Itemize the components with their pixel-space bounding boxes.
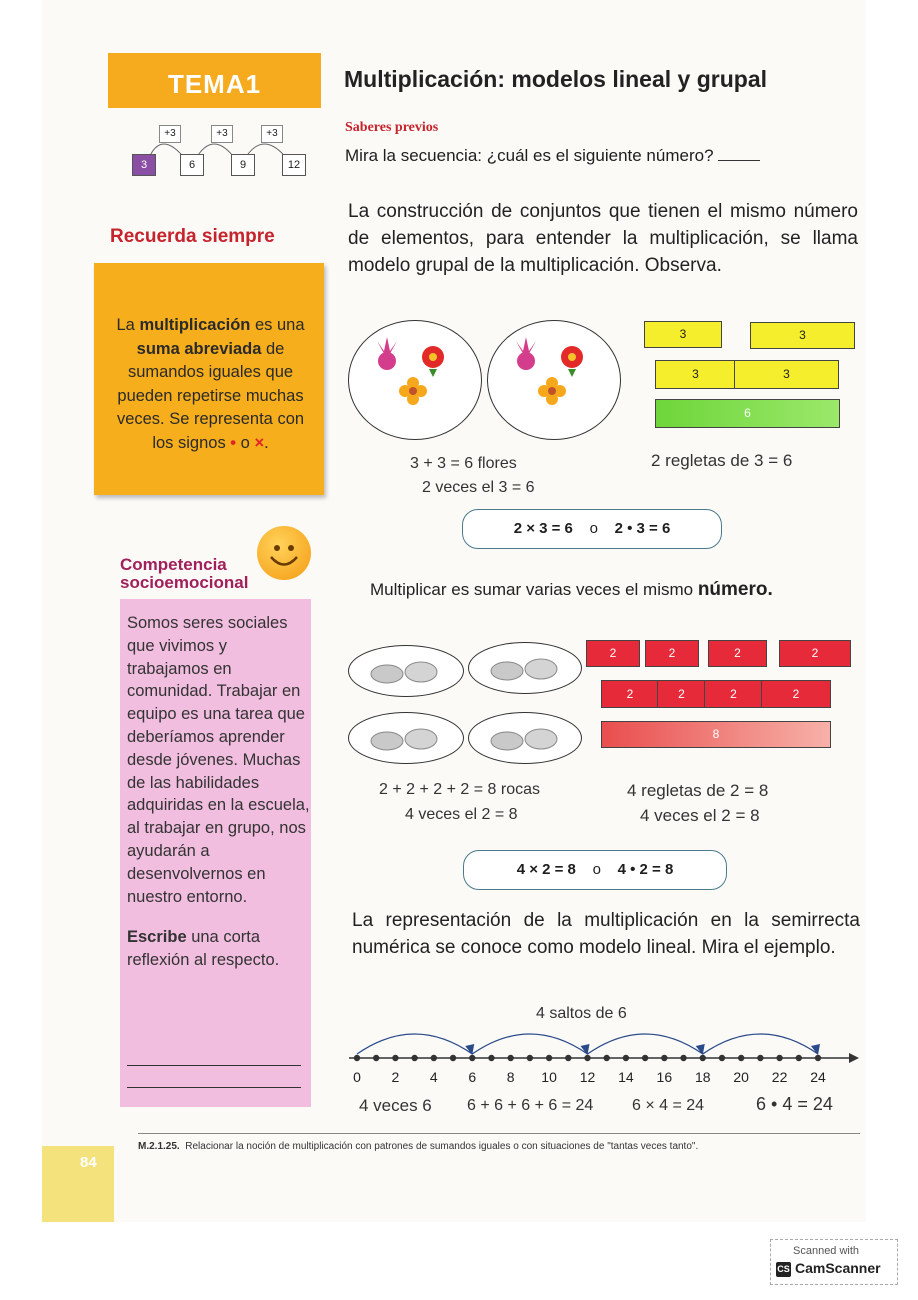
seq-step-3: +3: [261, 125, 283, 143]
regleta-3c: 3: [655, 360, 736, 389]
regleta-6: 6: [655, 399, 840, 428]
eq-dot: 6 • 4 = 24: [756, 1094, 833, 1114]
number-line-tick: [411, 1055, 417, 1061]
regleta-2c: 2: [708, 640, 767, 667]
sequence-question-text: Mira la secuencia: ¿cuál es el siguiente número?: [345, 146, 714, 165]
jump-arrow-icon: [811, 1044, 820, 1055]
number-line-label: 14: [618, 1069, 634, 1085]
competencia-body: Somos seres sociales que vivimos y trabajamos en comunidad. Trabajar en equipo es una tarea que deberíamos aprender desde jóvenes. Muchas de las habilidades adquiridas en la escuela, al trabajar en grupo, nos ayudarán a desenvolvernos en nuestro entorno.: [127, 614, 310, 906]
camscanner-line2: CamScanner: [795, 1260, 881, 1276]
rocks-icon: [349, 646, 463, 696]
number-line-tick: [450, 1055, 456, 1061]
number-line-label: 12: [579, 1069, 596, 1085]
rocks-icon: [469, 713, 581, 763]
number-line-tick: [584, 1055, 590, 1061]
jump-arc: [703, 1034, 818, 1054]
page-title: Multiplicación: modelos lineal y grupal: [344, 66, 768, 92]
regleta-3d: 3: [734, 360, 839, 389]
number-line-label: 4: [429, 1069, 438, 1085]
times-flowers: 2 veces el 3 = 6: [422, 479, 535, 496]
formula-pill-2: 4 × 2 = 8 o 4 • 2 = 8: [463, 850, 727, 890]
jump-arc: [472, 1034, 587, 1054]
number-line-tick: [488, 1055, 494, 1061]
number-line-tick: [642, 1055, 648, 1061]
regleta-2d: 2: [779, 640, 851, 667]
flower-group-2: [487, 320, 621, 440]
jumps-caption: 4 saltos de 6: [536, 1005, 627, 1022]
regleta-8: 8: [601, 721, 831, 748]
footer-divider: [138, 1133, 860, 1134]
reflection-line-1[interactable]: [127, 1065, 301, 1066]
rock-group-4: [468, 712, 582, 764]
number-line-label: 24: [810, 1069, 826, 1085]
flower-group-1: [348, 320, 482, 440]
regleta-2a: 2: [586, 640, 640, 667]
jump-arc: [588, 1034, 703, 1054]
formula-pill-1: 2 × 3 = 6 o 2 • 3 = 6: [462, 509, 722, 549]
jump-arc: [357, 1034, 472, 1054]
number-line-tick: [527, 1055, 533, 1061]
eq-sum: 6 + 6 + 6 + 6 = 24: [467, 1097, 594, 1114]
recuerda-title: Recuerda siempre: [110, 226, 275, 247]
number-line-tick: [565, 1055, 571, 1061]
number-line-tick: [373, 1055, 379, 1061]
regleta-2b: 2: [645, 640, 699, 667]
number-line-tick: [392, 1055, 398, 1061]
seq-number-3: 9: [231, 154, 255, 176]
number-line-label: 20: [733, 1069, 749, 1085]
number-line-tick: [776, 1055, 782, 1061]
seq-number-1: 3: [132, 154, 156, 176]
rock-group-2: [468, 642, 582, 694]
eq-veces: 4 veces 6: [359, 1096, 432, 1115]
number-line-label: 0: [353, 1069, 361, 1085]
sequence-question: [345, 146, 760, 166]
number-line-tick: [354, 1055, 360, 1061]
multiplicar-statement: Multiplicar es sumar varias veces el mismo número.: [370, 579, 773, 600]
number-line-tick: [507, 1055, 513, 1061]
number-line-tick: [431, 1055, 437, 1061]
saberes-previos-label: Saberes previos: [345, 120, 439, 135]
number-line-tick: [604, 1055, 610, 1061]
regleta-2f: 2: [657, 680, 706, 708]
number-line: [345, 1022, 865, 1092]
recuerda-text: La multiplicación es una suma abreviada de sumandos iguales que pueden repetirse muchas veces. Se representa con los signos • o ×.: [116, 316, 305, 452]
eq-times: 6 × 4 = 24: [632, 1097, 705, 1114]
page-number-tab: [42, 1146, 114, 1222]
camscanner-logo-icon: CS: [776, 1262, 791, 1277]
sum-flowers: 3 + 3 = 6 flores: [410, 455, 517, 472]
regleta-2e: 2: [601, 680, 659, 708]
sum-rocks: 2 + 2 + 2 + 2 = 8 rocas: [379, 781, 540, 798]
number-line-tick: [546, 1055, 552, 1061]
competencia-text: [127, 612, 312, 972]
rocks-icon: [469, 643, 581, 693]
number-line-label: 2: [391, 1069, 400, 1085]
competencia-title: Competencia socioemocional: [120, 555, 249, 592]
number-line-label: 10: [541, 1069, 557, 1085]
answer-blank[interactable]: [718, 160, 760, 161]
flowers-icon: [488, 321, 620, 439]
regleta-3b: 3: [750, 322, 855, 349]
footer-objective: M.2.1.25. Relacionar la noción de multiplicación con patrones de sumandos iguales o con situaciones de "tantas veces tanto".: [138, 1141, 699, 1152]
number-line-tick: [738, 1055, 744, 1061]
number-line-arrow-icon: [849, 1053, 859, 1063]
number-line-tick: [661, 1055, 667, 1061]
reflection-line-2[interactable]: [127, 1087, 301, 1088]
number-line-tick: [796, 1055, 802, 1061]
number-line-label: 18: [694, 1069, 711, 1085]
times-rocks: 4 veces el 2 = 8: [405, 806, 518, 823]
regletas-text-2: 4 regletas de 2 = 8: [627, 781, 769, 800]
seq-number-2: 6: [180, 154, 204, 176]
camscanner-badge: [770, 1239, 898, 1285]
lineal-paragraph: La representación de la multiplicación en la semirrecta numérica se conoce como modelo lineal. Mira el ejemplo.: [352, 910, 860, 958]
number-line-tick: [469, 1055, 475, 1061]
seq-number-4: 12: [282, 154, 306, 176]
tema-banner: TEMA1: [108, 53, 321, 108]
rock-group-3: [348, 712, 464, 764]
page-number: 84: [80, 1154, 97, 1171]
rocks-icon: [349, 713, 463, 763]
number-line-tick: [700, 1055, 706, 1061]
number-line-tick: [757, 1055, 763, 1061]
number-line-tick: [680, 1055, 686, 1061]
number-line-tick: [719, 1055, 725, 1061]
number-line-tick: [623, 1055, 629, 1061]
regletas-text-1: 2 regletas de 3 = 6: [651, 451, 793, 470]
seq-step-2: +3: [211, 125, 233, 143]
intro-paragraph: La construcción de conjuntos que tienen el mismo número de elementos, para entender la multiplicación, se llama modelo grupal de la multiplicación. Observa.: [348, 201, 858, 276]
times-text-2: 4 veces el 2 = 8: [640, 806, 760, 825]
seq-step-1: +3: [159, 125, 181, 143]
number-line-label: 8: [506, 1069, 515, 1085]
camscanner-line1: Scanned with: [793, 1245, 860, 1257]
regleta-2h: 2: [761, 680, 831, 708]
rock-group-1: [348, 645, 464, 697]
regleta-2g: 2: [704, 680, 763, 708]
number-line-tick: [815, 1055, 821, 1061]
escribe-instruction: Escribe una corta reflexión al respecto.: [127, 928, 280, 970]
number-line-label: 6: [468, 1069, 477, 1085]
number-line-label: 22: [771, 1069, 788, 1085]
regleta-3a: 3: [644, 321, 722, 348]
flowers-icon: [349, 321, 481, 439]
number-line-label: 16: [656, 1069, 673, 1085]
smiley-icon: [257, 526, 311, 580]
